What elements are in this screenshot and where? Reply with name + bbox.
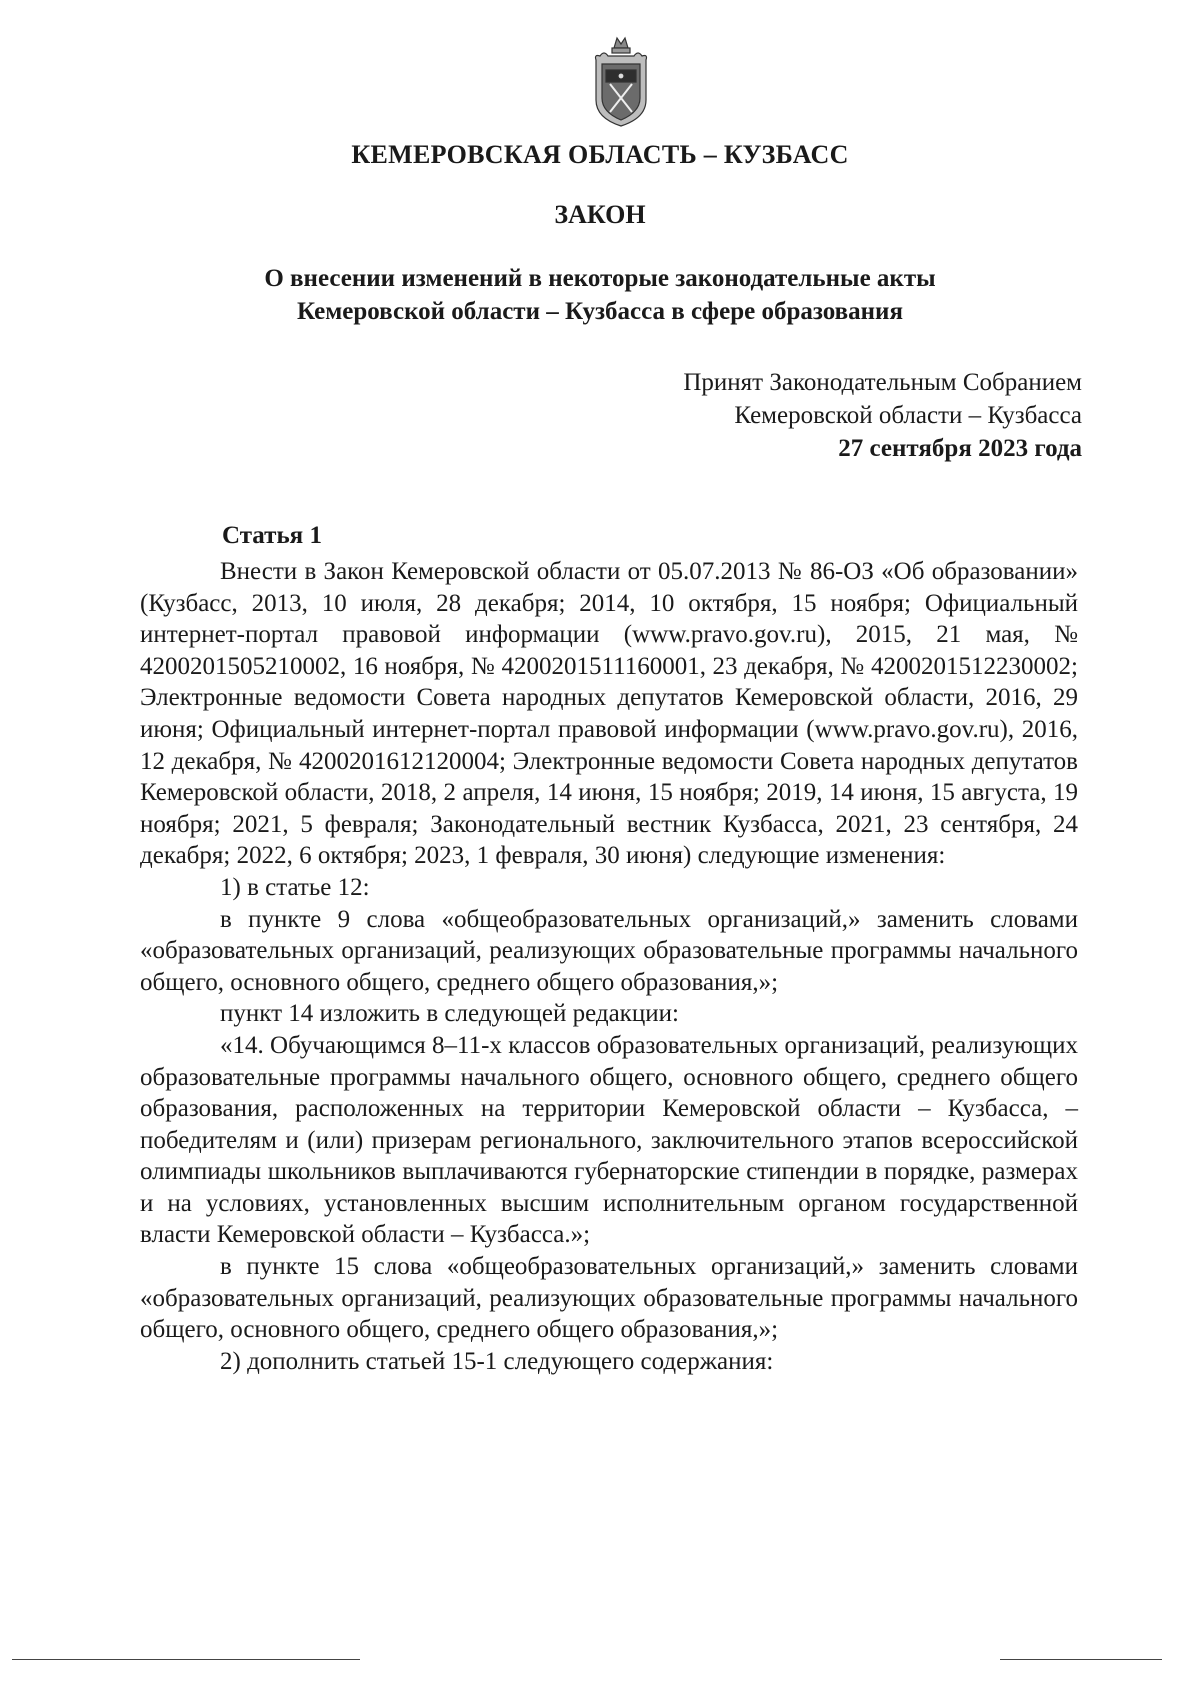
adoption-line-2: Кемеровской области – Кузбасса xyxy=(734,402,1082,429)
law-subject-line-2: Кемеровской области – Кузбасса в сфере образования xyxy=(297,298,903,325)
article-heading: Статья 1 xyxy=(222,522,322,549)
coat-of-arms-icon xyxy=(590,34,652,130)
law-subject xyxy=(0,262,1200,328)
footer-divider-right xyxy=(1000,1659,1162,1660)
law-title: ЗАКОН xyxy=(554,200,646,229)
paragraph: Внести в Закон Кемеровской области от 05.07.2013 № 86-ОЗ «Об образовании» (Кузбасс, 2013, 10 июля, 28 декабря; 2014, 10 октября, 15 ноября; Официальный интернет-портал правовой информации (www.pravo.gov.ru), 2015, 21 мая, № 4200201505210002, 16 ноября, № 4200201511160001, 23 декабря, № 4200201512230002; Электронные ведомости Совета народных депутатов Кемеровской области, 2016, 29 июня; Официальный интернет-портал правовой информации (www.pravo.gov.ru), 2016, 12 декабря, № 4200201612120004; Электронные ведомости Совета народных депутатов Кемеровской области, 2018, 2 апреля, 14 июня, 15 ноября; 2019, 14 июня, 15 августа, 19 ноября; 2021, 5 февраля; Законодательный вестник Кузбасса, 2021, 23 сентября, 24 декабря; 2022, 6 октября; 2023, 1 февраля, 30 июня) следующие изменения: xyxy=(140,558,1078,870)
adoption-date: 27 сентября 2023 года xyxy=(838,435,1082,462)
paragraph: в пункте 15 слова «общеобразовательных организаций,» заменить словами «образовательных организаций, реализующих образовательные программы начального общего, основного общего, среднего общего образования,»; xyxy=(140,1253,1078,1344)
adoption-line-1: Принят Законодательным Собранием xyxy=(683,369,1082,396)
adoption-block xyxy=(683,366,1082,465)
law-subject-line-1: О внесении изменений в некоторые законодательные акты xyxy=(264,265,936,292)
article-body xyxy=(140,556,1078,1377)
footer-divider-left xyxy=(12,1659,360,1660)
paragraph: в пункте 9 слова «общеобразовательных организаций,» заменить словами «образовательных организаций, реализующих образовательные программы начального общего, основного общего, среднего общего образования,»; xyxy=(140,905,1078,996)
paragraph: «14. Обучающимся 8–11-х классов образовательных организаций, реализующих образовательные программы начального общего, основного общего, среднего общего образования, расположенных на территории Кемеровской области – Кузбасса, – победителям и (или) призерам регионального, заключительного этапов всероссийской олимпиады школьников выплачиваются губернаторские стипендии в порядке, размерах и на условиях, установленных высшим исполнительным органом государственной власти Кемеровской области – Кузбасса.»; xyxy=(140,1031,1078,1249)
paragraph: 2) дополнить статьей 15-1 следующего содержания: xyxy=(220,1347,774,1375)
paragraph: 1) в статье 12: xyxy=(220,873,370,901)
paragraph: пункт 14 изложить в следующей редакции: xyxy=(220,1000,679,1028)
region-title: КЕМЕРОВСКАЯ ОБЛАСТЬ – КУЗБАСС xyxy=(351,140,849,169)
